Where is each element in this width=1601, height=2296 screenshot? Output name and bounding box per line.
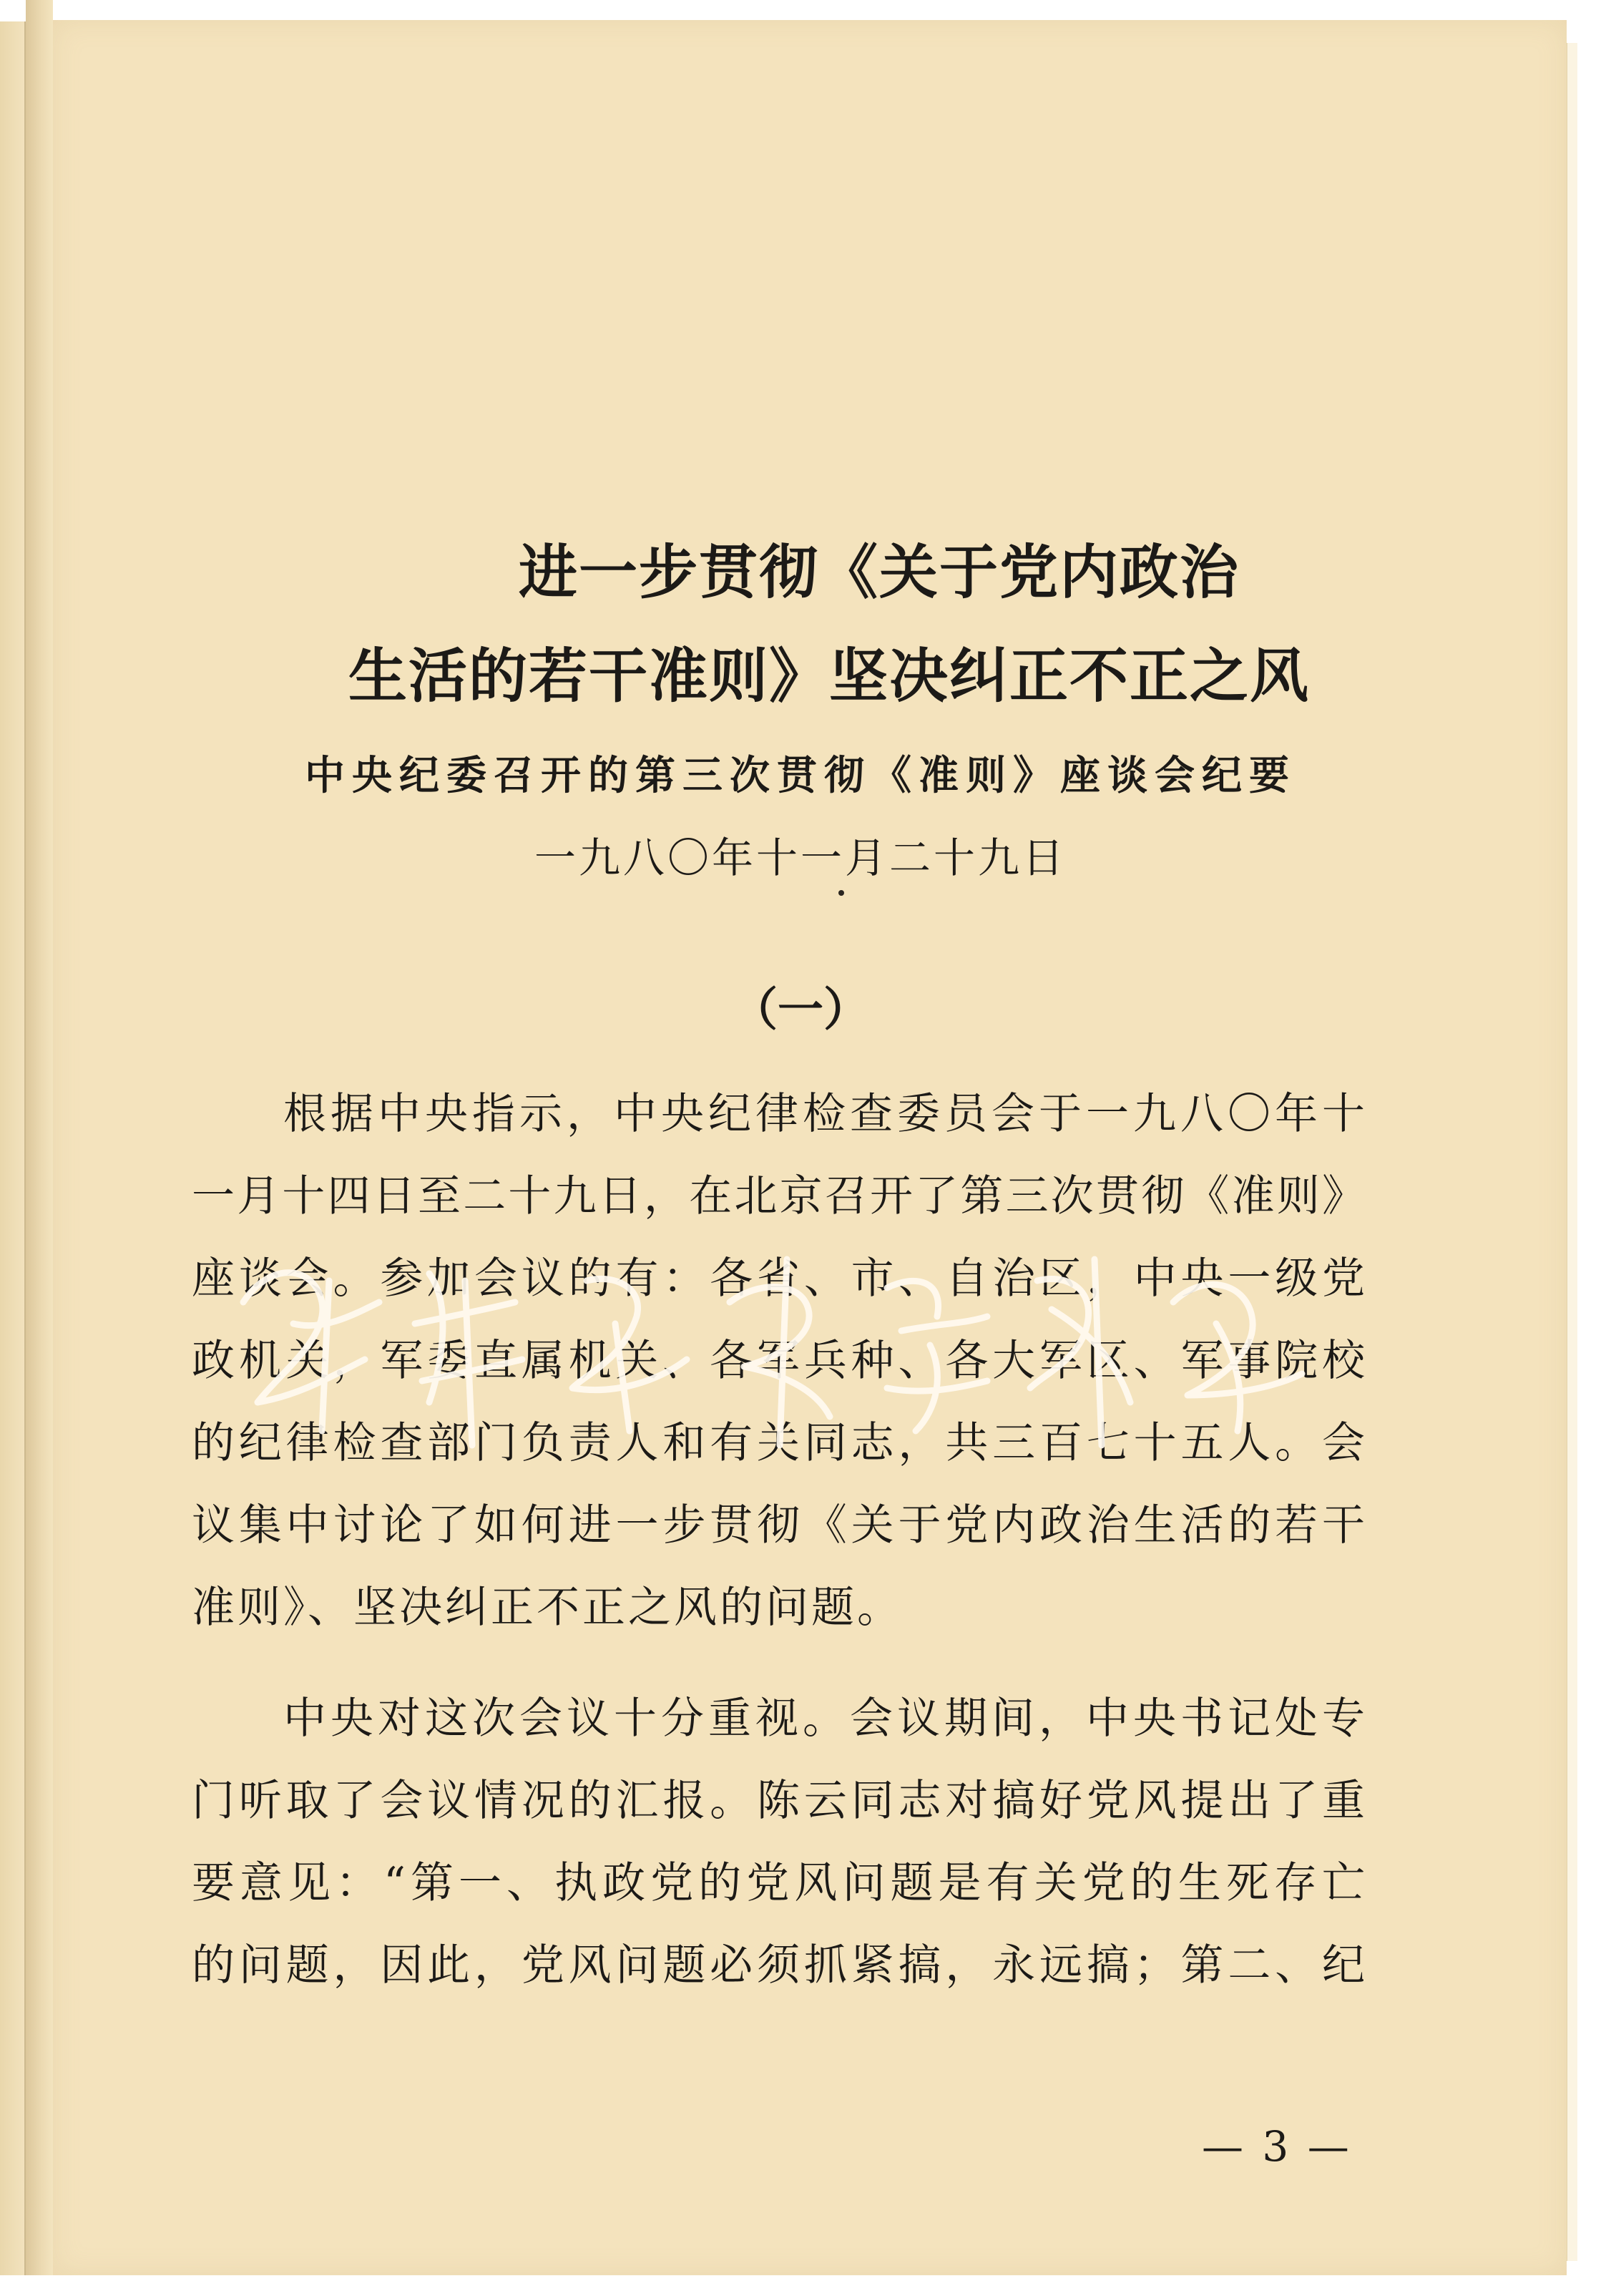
section-heading: （一） [732,984,869,1037]
paragraph-line: 中央对这次会议十分重视。会议期间，中央书记处专 [283,1694,1365,1744]
bleed-through-text [172,372,1431,460]
handwritten-watermark [215,1216,1331,1474]
paragraph-line: 的纪律检查部门负责人和有关同志，共三百七十五人。会 [192,1418,1365,1468]
paragraph-line: 的问题，因此，党风问题必须抓紧搞，永远搞；第二、纪 [192,1940,1365,1990]
paragraph-line: 座谈会。参加会议的有：各省、市、自治区，中央一级党 [192,1254,1365,1304]
paragraph-line: 根据中央指示，中央纪律检查委员会于一九八〇年十 [283,1089,1365,1139]
paragraph-2 [192,1678,1365,2007]
paragraph-line: 要意见：“第一、执政党的党风问题是有关党的生死存亡 [192,1858,1365,1908]
scan-bottom-margin [0,2275,1601,2296]
facing-page-edge [0,21,26,2275]
book-gutter [26,0,53,2296]
document-title-line-2: 生活的若干准则》坚决纠正不正之风 [348,643,1310,710]
page-number: — 3 — [1202,2122,1352,2171]
page-right-edge [1567,0,1601,2296]
paragraph-line: 一月十四日至二十九日，在北京召开了第三次贯彻《准则》 [192,1171,1365,1221]
paragraph-line: 议集中讨论了如何进一步贯彻《关于党内政治生活的若干 [192,1500,1365,1550]
document-date: 一九八〇年十一月二十九日 [534,834,1067,882]
paragraph-line: 门听取了会议情况的汇报。陈云同志对搞好党风提出了重 [192,1776,1365,1826]
document-title-line-1: 进一步贯彻《关于党内政治 [518,539,1240,607]
paragraph-line: 政机关，军委直属机关、各军兵种、各大军区、军事院校 [192,1336,1365,1386]
paragraph-line: 准则》、坚决纠正不正之风的问题。 [192,1583,903,1633]
document-subtitle: 中央纪委召开的第三次贯彻《准则》座谈会纪要 [305,753,1296,799]
ink-speck [838,890,844,896]
